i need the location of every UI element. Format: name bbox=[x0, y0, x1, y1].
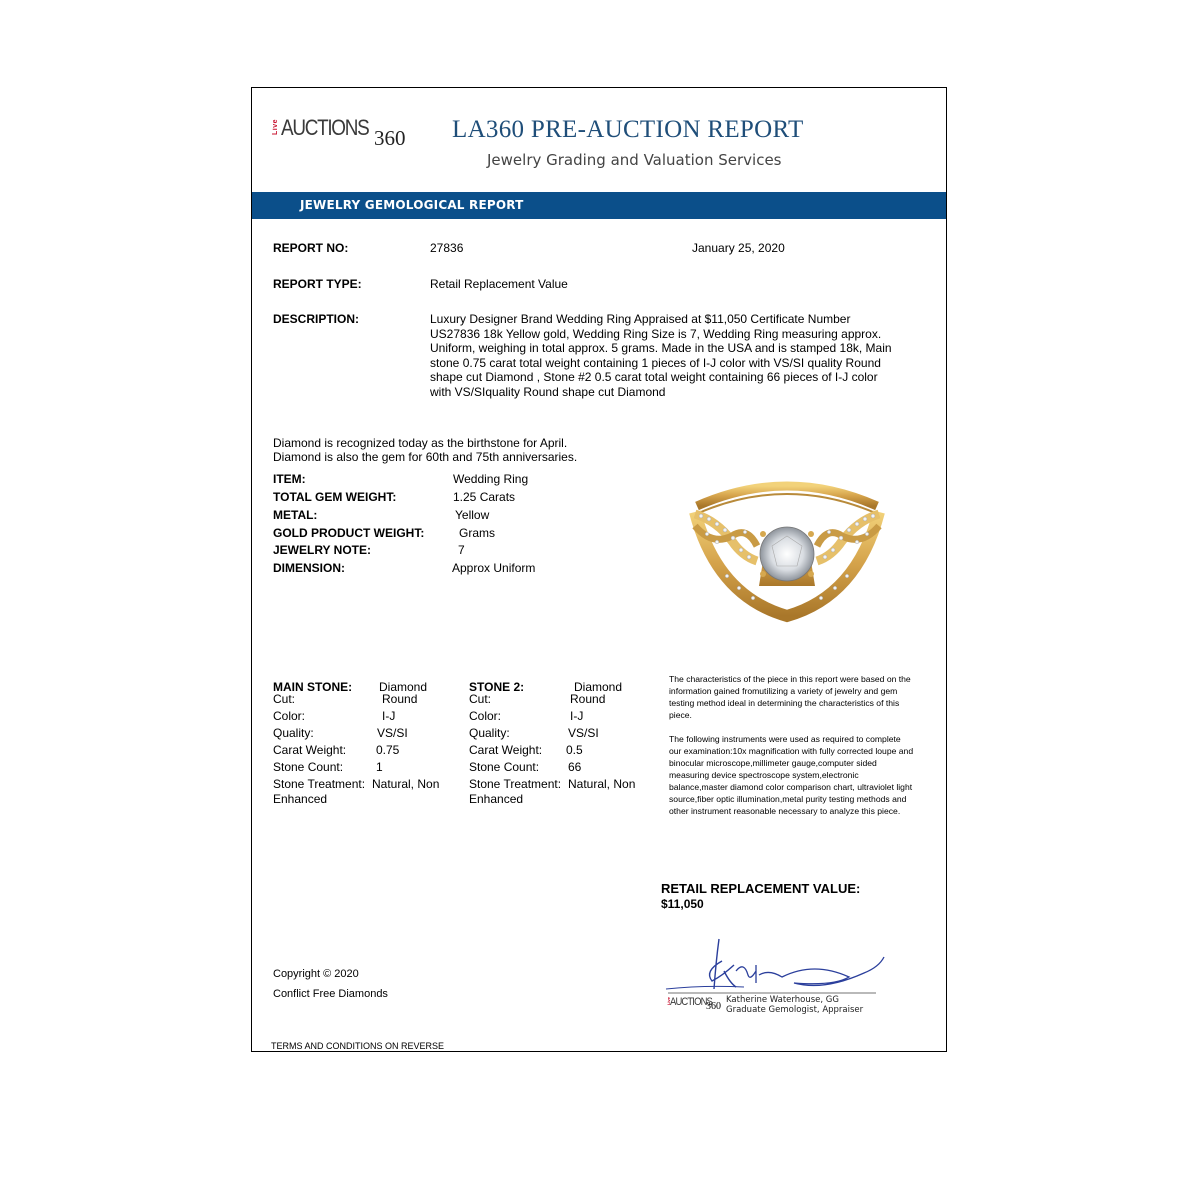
main-stone-cut: Round bbox=[382, 692, 418, 706]
main-stone-color-label: Color: bbox=[273, 709, 306, 723]
copyright-text: Copyright © 2020 bbox=[273, 968, 359, 980]
report-date: January 25, 2020 bbox=[692, 241, 785, 255]
item-label: ITEM: bbox=[273, 472, 306, 486]
main-stone-treatment: Natural, Non bbox=[372, 777, 440, 791]
description-label: DESCRIPTION: bbox=[273, 312, 360, 326]
dimension-label: DIMENSION: bbox=[273, 561, 345, 575]
stone2-carat-label: Carat Weight: bbox=[469, 743, 543, 757]
appraiser-logo-360: 360 bbox=[706, 1001, 721, 1012]
stone2-treatment-cont: Enhanced bbox=[469, 792, 524, 806]
metal-label: METAL: bbox=[273, 508, 318, 522]
main-stone-cut-label: Cut: bbox=[273, 692, 296, 706]
description-text: Luxury Designer Brand Wedding Ring Appraised at $11,050 Certificate Number US27836 18k Yellow gold, Wedding Ring Size is 7, Wedding Ring measuring approx. Uniform, weighing in total approx. 5 grams. Made in the USA and is stamped 18k, Main stone 0.75 carat total weight containing 1 pieces of I-J color with VS/SI quality Round shape cut Diamond , Stone #2 0.5 carat total weight containing 66 pieces of I-J color with VS/SIquality Round shape cut Diamond bbox=[430, 312, 892, 399]
main-stone-treatment-cont: Enhanced bbox=[273, 792, 328, 806]
main-stone-type: Diamond bbox=[379, 680, 428, 694]
stone2-carat: 0.5 bbox=[566, 743, 583, 757]
report-type-label: REPORT TYPE: bbox=[273, 277, 362, 291]
main-stone-heading: MAIN STONE: bbox=[273, 680, 353, 694]
stone2-cut-label: Cut: bbox=[469, 692, 492, 706]
main-stone-quality: VS/SI bbox=[377, 726, 408, 740]
logo-auctions-text: AUCTIONS bbox=[281, 115, 369, 140]
appraiser-info bbox=[726, 995, 863, 1015]
stone2-quality: VS/SI bbox=[568, 726, 599, 740]
main-stone-carat: 0.75 bbox=[376, 743, 400, 757]
section-banner bbox=[252, 192, 946, 219]
report-no-value: 27836 bbox=[430, 241, 464, 255]
retail-value-amount: $11,050 bbox=[661, 897, 704, 911]
jewelry-note-label: JEWELRY NOTE: bbox=[273, 543, 372, 557]
characteristics-note: The characteristics of the piece in this report were based on the information gained fromutilizing a variety of jewelry and gem testing method ideal in determining the characteristics of this piece. bbox=[669, 674, 911, 720]
appraiser-logo-live: Live bbox=[666, 997, 671, 1006]
appraiser-logo bbox=[666, 994, 722, 1014]
stone2-count: 66 bbox=[568, 760, 582, 774]
auctions360-logo bbox=[272, 113, 412, 153]
total-gem-weight-label: TOTAL GEM WEIGHT: bbox=[273, 490, 397, 504]
stone2-count-label: Stone Count: bbox=[469, 760, 540, 774]
report-subtitle: Jewelry Grading and Valuation Services bbox=[487, 151, 782, 169]
main-stone-count: 1 bbox=[376, 760, 383, 774]
main-stone-carat-label: Carat Weight: bbox=[273, 743, 347, 757]
anniversary-line: Diamond is also the gem for 60th and 75th anniversaries. bbox=[273, 450, 578, 464]
appraiser-title: Graduate Gemologist, Appraiser bbox=[726, 1005, 864, 1015]
stone2-color-label: Color: bbox=[469, 709, 502, 723]
instruments-note: The following instruments were used as required to complete our examination:10x magnification with fully corrected loupe and binocular microscope,millimeter gauge,computer sided measuring device spectroscope system,electronic balance,master diamond color comparison chart, ultraviolet light source,fiber optic illumination,metal purity testing methods and other instrument reasonable necessary to analyze this piece. bbox=[669, 734, 914, 816]
stone2-treatment: Natural, Non bbox=[568, 777, 636, 791]
item-value: Wedding Ring bbox=[453, 472, 529, 486]
gold-weight-label: GOLD PRODUCT WEIGHT: bbox=[273, 526, 425, 540]
report-no-label: REPORT NO: bbox=[273, 241, 349, 255]
stone2-cut: Round bbox=[570, 692, 606, 706]
dimension-value: Approx Uniform bbox=[452, 561, 536, 575]
banner-text: JEWELRY GEMOLOGICAL REPORT bbox=[300, 198, 524, 212]
retail-value-label: RETAIL REPLACEMENT VALUE: bbox=[661, 881, 861, 896]
appraiser-logo-auctions: AUCTIONS bbox=[670, 996, 713, 1008]
stone2-heading: STONE 2: bbox=[469, 680, 525, 694]
jewelry-note-value: 7 bbox=[458, 543, 465, 557]
report-type-value: Retail Replacement Value bbox=[430, 277, 568, 291]
gold-weight-value: Grams bbox=[459, 526, 495, 540]
main-stone-quality-label: Quality: bbox=[273, 726, 314, 740]
metal-value: Yellow bbox=[455, 508, 490, 522]
report-title: LA360 PRE-AUCTION REPORT bbox=[452, 116, 804, 143]
birthstone-line: Diamond is recognized today as the birthstone for April. bbox=[273, 436, 568, 450]
report-sheet bbox=[251, 87, 947, 1052]
stone2-type: Diamond bbox=[574, 680, 623, 694]
main-stone-treatment-label: Stone Treatment: bbox=[273, 777, 366, 791]
logo-360-text: 360 bbox=[374, 126, 406, 150]
stone2-treatment-label: Stone Treatment: bbox=[469, 777, 562, 791]
stone2-color: I-J bbox=[570, 709, 584, 723]
main-stone-color: I-J bbox=[382, 709, 396, 723]
total-gem-weight-value: 1.25 Carats bbox=[453, 490, 516, 504]
conflict-free-text: Conflict Free Diamonds bbox=[273, 988, 388, 1000]
terms-text: TERMS AND CONDITIONS ON REVERSE bbox=[271, 1041, 445, 1051]
appraiser-name: Katherine Waterhouse, GG bbox=[726, 995, 839, 1005]
main-stone-count-label: Stone Count: bbox=[273, 760, 344, 774]
logo-live-text: Live bbox=[272, 119, 279, 136]
ring-image bbox=[687, 466, 887, 626]
stone2-quality-label: Quality: bbox=[469, 726, 510, 740]
